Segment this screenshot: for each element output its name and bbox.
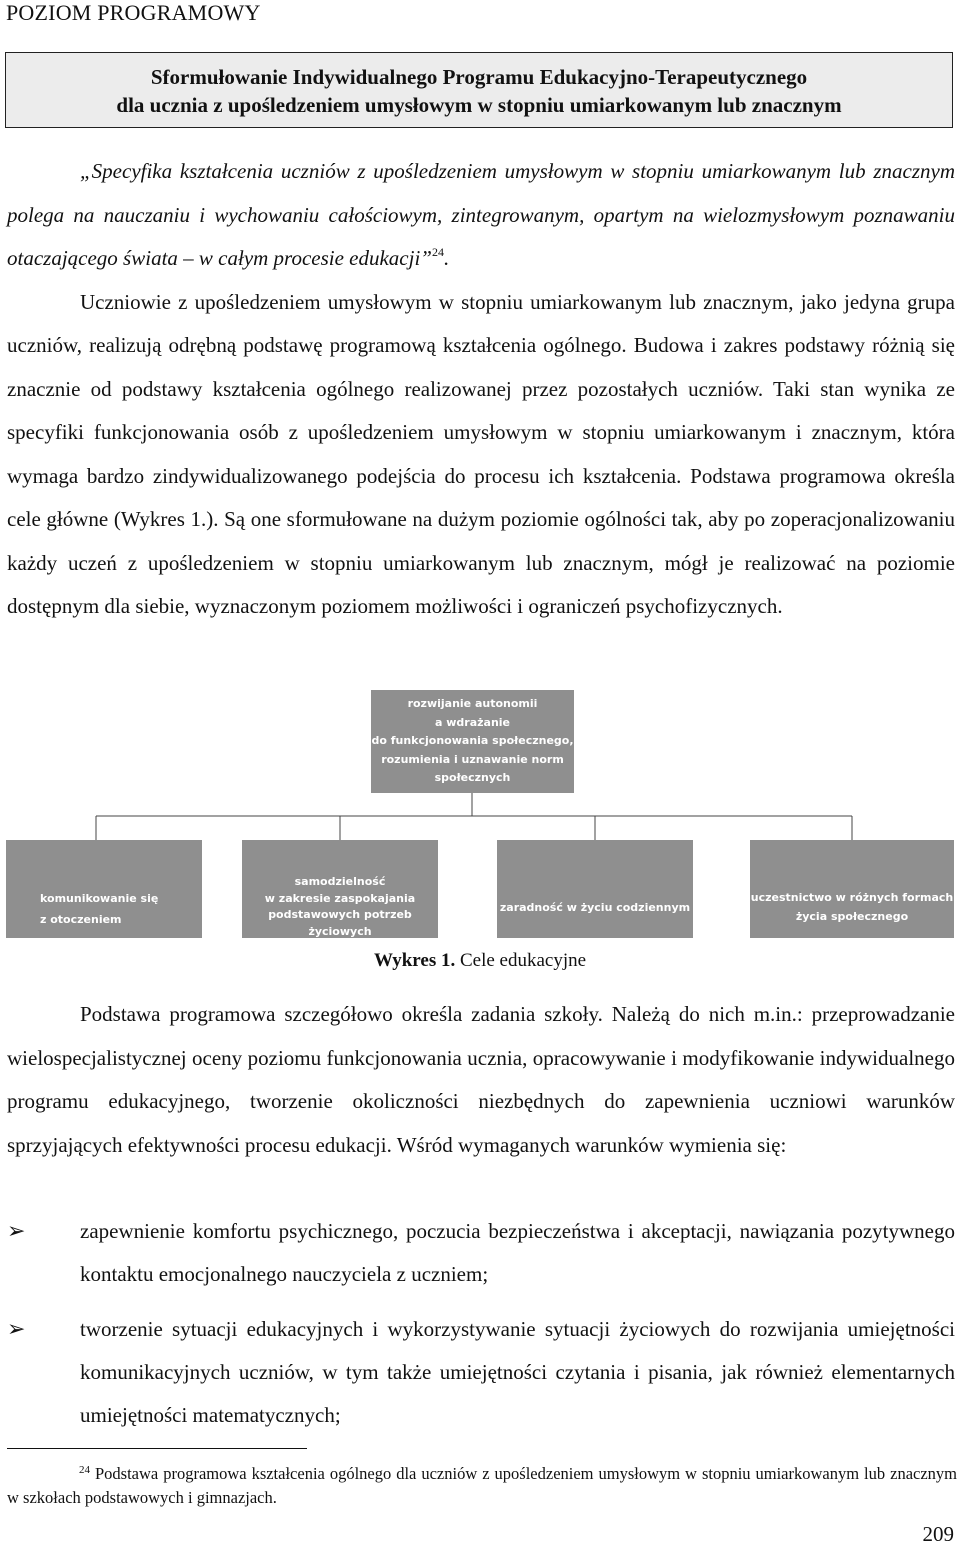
figure-caption [0, 950, 960, 972]
node-line: zaradność w życiu codziennym [499, 900, 691, 914]
node-line: społecznych [434, 771, 511, 785]
intro-text [7, 150, 955, 629]
document-title-box [5, 52, 953, 128]
footnote [7, 1462, 957, 1510]
list-item [7, 1308, 955, 1437]
node-line: rozumienia i uznawanie norm [381, 752, 564, 766]
document-title-line2: dla ucznia z upośledzeniem umysłowym w stopniu umiarkowanym lub znacznym [116, 93, 842, 117]
list-item-text: zapewnienie komfortu psychicznego, poczucia bezpieczeństwa i akceptacji, nawiązania pozytywnego kontaktu emocjonalnego nauczyciela z uczniem; [80, 1219, 955, 1286]
document-title-line1: Sformułowanie Indywidualnego Programu Edukacyjno-Terapeutycznego [150, 65, 808, 89]
node-line: a wdrażanie [434, 715, 511, 729]
node-line: rozwijanie autonomii [407, 697, 538, 711]
quote-tail: . [443, 246, 450, 270]
node-line: do funkcjonowania społecznego, [371, 734, 574, 748]
list-item-text: tworzenie sytuacji edukacyjnych i wykorzystywanie sytuacji życiowych do rozwijania umiejętności komunikacyjnych uczniów, w tym także umiejętności czytania i pisania, jak również elementarnych umiejętności matematycznych; [80, 1317, 955, 1427]
list-item [7, 1210, 955, 1296]
footnote-ref[interactable]: 24 [431, 245, 444, 259]
node-line: z otoczeniem [40, 913, 122, 926]
caption-text: Cele edukacyjne [455, 950, 587, 971]
quote-text: „Specyfika kształcenia uczniów z upośledzeniem umysłowym w stopniu umiarkowanym lub znacznym polega na nauczaniu i wychowaniu całościowym, zintegrowanym, opartym na wielozmysłowym poznawaniu otaczającego świata – w całym procesie edukacji” [7, 159, 955, 270]
node-line: uczestnictwo w różnych formach [750, 891, 954, 904]
diagram-node-communication [6, 840, 202, 938]
diagram-node-social-participation [750, 840, 954, 938]
section-title: POZIOM PROGRAMOWY [6, 0, 261, 25]
footnote-text: Podstawa programowa kształcenia ogólnego dla uczniów z upośledzeniem umysłowym w stopniu umiarkowanym lub znacznym w szkołach podstawowych i gimnazjach. [7, 1464, 957, 1507]
node-line: komunikowanie się [40, 892, 159, 905]
footnote-number: 24 [79, 1464, 90, 1476]
paragraph-2: Podstawa programowa szczegółowo określa zadania szkoły. Należą do nich m.in.: przeprowadzanie wielospecjalistycznej oceny poziomu funkcjonowania ucznia, opracowywanie i modyfikowanie indywidualnego programu edukacyjnego, tworzenie okoliczności niezbędnych do zapewnienia uczniowi warunków sprzyjających efektywności procesu edukacji. Wśród wymaganych warunków wymienia się: [7, 1002, 955, 1157]
footnote-divider [7, 1448, 307, 1449]
node-line: podstawowych potrzeb życiowych [268, 908, 412, 938]
node-line: życia społecznego [795, 910, 909, 923]
paragraph-1: Uczniowie z upośledzeniem umysłowym w stopniu umiarkowanym lub znacznym, jako jedyna grupa uczniów, realizują odrębną podstawę programową kształcenia ogólnego. Budowa i zakres podstawy różnią się znacznie od podstawy kształcenia ogólnego realizowanej przez pozostałych uczniów. Taki stan wynika ze specyfiki funkcjonowania osób z upośledzeniem umysłowym w stopniu umiarkowanym i znacznym, która wymaga bardzo zindywidualizowanego podejścia do procesu ich kształcenia. Podstawa programowa określa cele główne (Wykres 1.). Są one sformułowane na dużym poziomie ogólności tak, aby po zoperacjonalizowaniu każdy uczeń z upośledzeniem w stopniu umiarkowanym lub znacznym, mógł je realizować na poziomie dostępnym dla siebie, wyznaczonym poziomem możliwości i ograniczeń psychofizycznych. [7, 289, 955, 618]
conditions-list [7, 1210, 955, 1449]
diagram-node-main-goal [371, 690, 574, 793]
quote-paragraph [7, 150, 955, 281]
caption-label: Wykres 1. [373, 950, 456, 971]
diagram-node-resourcefulness [497, 840, 693, 938]
page-number: 209 [922, 1522, 954, 1546]
diagram-node-independence [242, 840, 438, 938]
goals-diagram [0, 690, 960, 950]
arrow-bullet-icon: ➢ [7, 1317, 26, 1342]
node-line: samodzielność [294, 875, 386, 888]
node-line: w zakresie zaspokajania [264, 891, 416, 905]
arrow-bullet-icon: ➢ [7, 1219, 26, 1244]
